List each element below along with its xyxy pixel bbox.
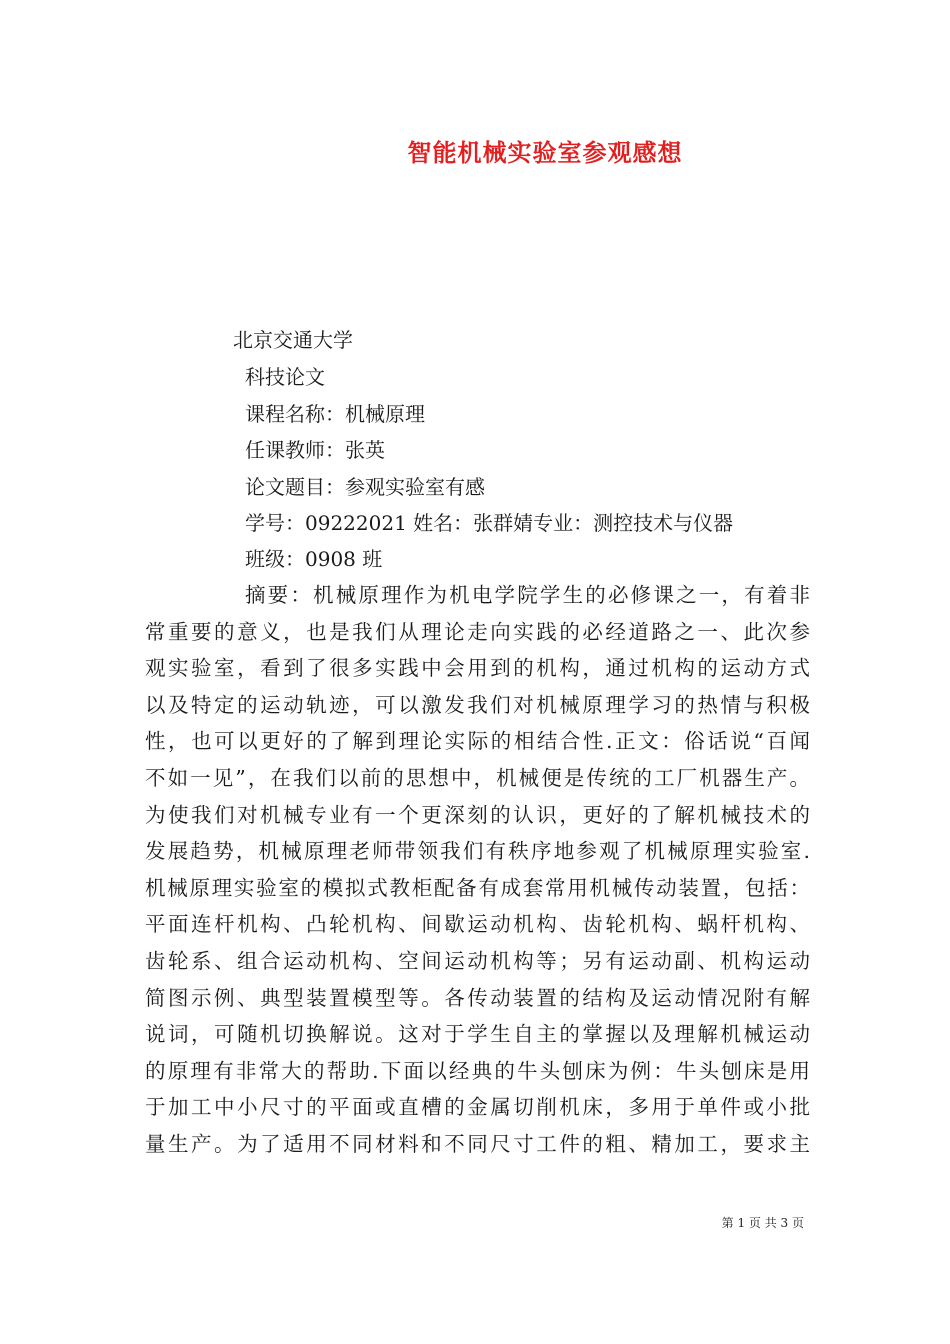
body-line: 齿轮系、组合运动机构、空间运动机构等；另有运动副、机构运动 xyxy=(145,948,810,973)
body-line: 量生产。为了适用不同材料和不同尺寸工件的粗、精加工，要求主 xyxy=(145,1131,810,1156)
body-line: 不如一见”，在我们以前的思想中，机械便是传统的工厂机器生产。 xyxy=(145,765,810,790)
body-line: 发展趋势，机械原理老师带领我们有秩序地参观了机械原理实验室. xyxy=(145,839,810,864)
meta-class: 班级：0908 班 xyxy=(245,547,383,571)
body-line: 机械原理实验室的模拟式教柜配备有成套常用机械传动装置，包括： xyxy=(145,875,810,900)
page-number-footer: 第 1 页 共 3 页 xyxy=(721,1216,804,1230)
body-line: 性，也可以更好的了解到理论实际的相结合性.正文：俗话说“百闻 xyxy=(145,729,810,754)
body-line: 于加工中小尺寸的平面或直槽的金属切削机床，多用于单件或小批 xyxy=(145,1095,810,1120)
body-line: 平面连杆机构、凸轮机构、间歇运动机构、齿轮机构、蜗杆机构、 xyxy=(145,912,810,937)
body-line: 摘要：机械原理作为机电学院学生的必修课之一，有着非 xyxy=(245,583,810,607)
body-line: 常重要的意义，也是我们从理论走向实践的必经道路之一、此次参 xyxy=(145,619,810,644)
document-body xyxy=(145,577,810,1163)
meta-course: 课程名称：机械原理 xyxy=(245,402,425,426)
body-line: 为使我们对机械专业有一个更深刻的认识，更好的了解机械技术的 xyxy=(145,802,810,827)
meta-teacher: 任课教师：张英 xyxy=(245,438,385,462)
meta-university: 北京交通大学 xyxy=(233,328,353,352)
meta-topic: 论文题目：参观实验室有感 xyxy=(245,475,485,499)
body-line: 说词，可随机切换解说。这对于学生自主的掌握以及理解机械运动 xyxy=(145,1022,810,1047)
body-line: 以及特定的运动轨迹，可以激发我们对机械原理学习的热情与积极 xyxy=(145,692,810,717)
body-line: 简图示例、典型装置模型等。各传动装置的结构及运动情况附有解 xyxy=(145,985,810,1010)
meta-student: 学号：09222021 姓名：张群婧专业：测控技术与仪器 xyxy=(245,511,734,535)
body-line: 观实验室，看到了很多实践中会用到的机构，通过机构的运动方式 xyxy=(145,656,810,681)
document-title: 智能机械实验室参观感想 xyxy=(407,139,683,167)
meta-doc-type: 科技论文 xyxy=(245,365,325,389)
body-line: 的原理有非常大的帮助.下面以经典的牛头刨床为例：牛头刨床是用 xyxy=(145,1058,810,1083)
